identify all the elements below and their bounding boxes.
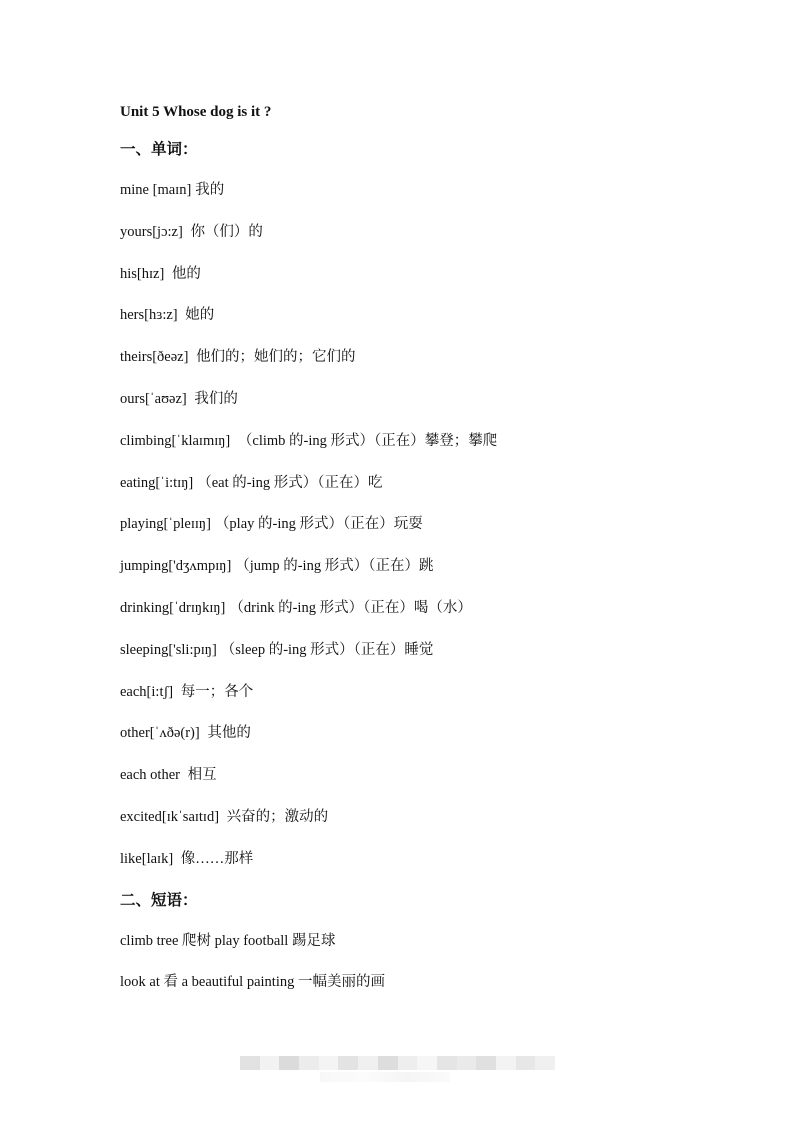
vocab-meaning: 你（们）的 <box>186 223 263 240</box>
vocab-word: playing[ˈpleɪɪŋ] <box>120 516 211 533</box>
watermark-block <box>319 1056 339 1070</box>
vocab-item <box>120 472 760 494</box>
vocab-meaning: （play 的-ing 形式）（正在）玩耍 <box>214 516 423 533</box>
vocab-item <box>120 179 760 201</box>
watermark-block <box>398 1056 418 1070</box>
vocab-word: theirs[ðeəz] <box>120 349 189 366</box>
vocab-meaning: （sleep 的-ing 形式）（正在）睡觉 <box>220 641 434 658</box>
watermark-block <box>378 1056 398 1070</box>
vocab-item <box>120 848 760 870</box>
vocab-item <box>120 263 760 285</box>
vocab-item <box>120 346 760 368</box>
watermark-block <box>240 1056 260 1070</box>
vocab-meaning: 我的 <box>195 182 225 198</box>
vocab-word: like[laɪk] <box>120 850 174 867</box>
vocabulary-list <box>120 179 760 870</box>
vocab-word: each[i:tʃ] <box>120 683 174 700</box>
vocab-item <box>120 555 760 577</box>
phrase-item: climb tree 爬树 play football 踢足球 <box>120 932 336 949</box>
vocab-meaning: 她的 <box>181 307 215 324</box>
vocab-item <box>120 388 760 410</box>
watermark-block <box>279 1056 299 1070</box>
vocab-item <box>120 221 760 243</box>
watermark-block <box>457 1056 477 1070</box>
vocab-item <box>120 722 760 744</box>
vocab-meaning: （eat 的-ing 形式）（正在）吃 <box>197 474 383 491</box>
vocab-meaning: 相互 <box>183 767 217 784</box>
vocab-word: his[hɪz] <box>120 265 165 282</box>
document-content <box>120 101 760 1013</box>
vocab-meaning: 他们的；她们的；它们的 <box>192 349 356 366</box>
watermark-block <box>358 1056 378 1070</box>
watermark-block <box>535 1056 555 1070</box>
watermark-block <box>338 1056 358 1070</box>
vocab-word: eating[ˈi:tɪŋ] <box>120 474 194 491</box>
vocab-word: hers[hɜ:z] <box>120 307 178 324</box>
watermark-block <box>516 1056 536 1070</box>
vocab-item <box>120 513 760 535</box>
watermark-block <box>299 1056 319 1070</box>
vocab-word: drinking[ˈdrɪŋkɪŋ] <box>120 599 226 616</box>
vocab-meaning: 兴奋的；激动的 <box>223 808 329 825</box>
blurred-watermark <box>240 1056 555 1070</box>
vocab-meaning: （jump 的-ing 形式）（正在）跳 <box>235 558 434 575</box>
vocab-meaning: （drink 的-ing 形式）（正在）喝（水） <box>229 599 472 616</box>
watermark-block <box>437 1056 457 1070</box>
vocab-word: climbing[ˈklaɪmɪŋ] <box>120 432 231 449</box>
vocab-item <box>120 304 760 326</box>
vocab-word: other[ˈʌðə(r)] <box>120 725 200 742</box>
vocab-word: jumping['dʒʌmpɪŋ] <box>120 558 232 575</box>
vocab-item <box>120 681 760 703</box>
vocab-word: each other <box>120 767 180 784</box>
vocab-meaning: 他的 <box>168 265 201 282</box>
vocab-item <box>120 430 760 452</box>
vocab-meaning: （climb 的-ing 形式）（正在）攀登；攀爬 <box>234 432 498 449</box>
watermark-block <box>476 1056 496 1070</box>
vocab-word: ours[ˈaʊəz] <box>120 390 187 407</box>
vocab-item <box>120 806 760 828</box>
phrase-item: look at 看 a beautiful painting 一幅美丽的画 <box>120 974 385 991</box>
phrases-list <box>120 930 760 994</box>
vocab-item <box>120 639 760 661</box>
vocab-meaning: 其他的 <box>203 725 251 742</box>
vocab-word: excited[ɪkˈsaɪtɪd] <box>120 808 220 825</box>
watermark-block <box>417 1056 437 1070</box>
blurred-watermark-shadow <box>320 1072 450 1082</box>
vocab-meaning: 每一；各个 <box>177 683 254 700</box>
vocabulary-heading: 一、单词： <box>120 140 198 158</box>
vocab-item <box>120 764 760 786</box>
phrases-heading: 二、短语： <box>120 890 198 909</box>
vocab-meaning: 像……那样 <box>177 850 254 867</box>
watermark-block <box>260 1056 280 1070</box>
document-title: Unit 5 Whose dog is it ? <box>120 104 272 120</box>
watermark-block <box>496 1056 516 1070</box>
vocab-word: mine [maɪn] <box>120 182 192 198</box>
vocab-item <box>120 597 760 619</box>
vocab-meaning: 我们的 <box>190 390 238 407</box>
vocab-word: yours[jɔ:z] <box>120 223 183 240</box>
vocab-word: sleeping['sli:pɪŋ] <box>120 641 217 658</box>
